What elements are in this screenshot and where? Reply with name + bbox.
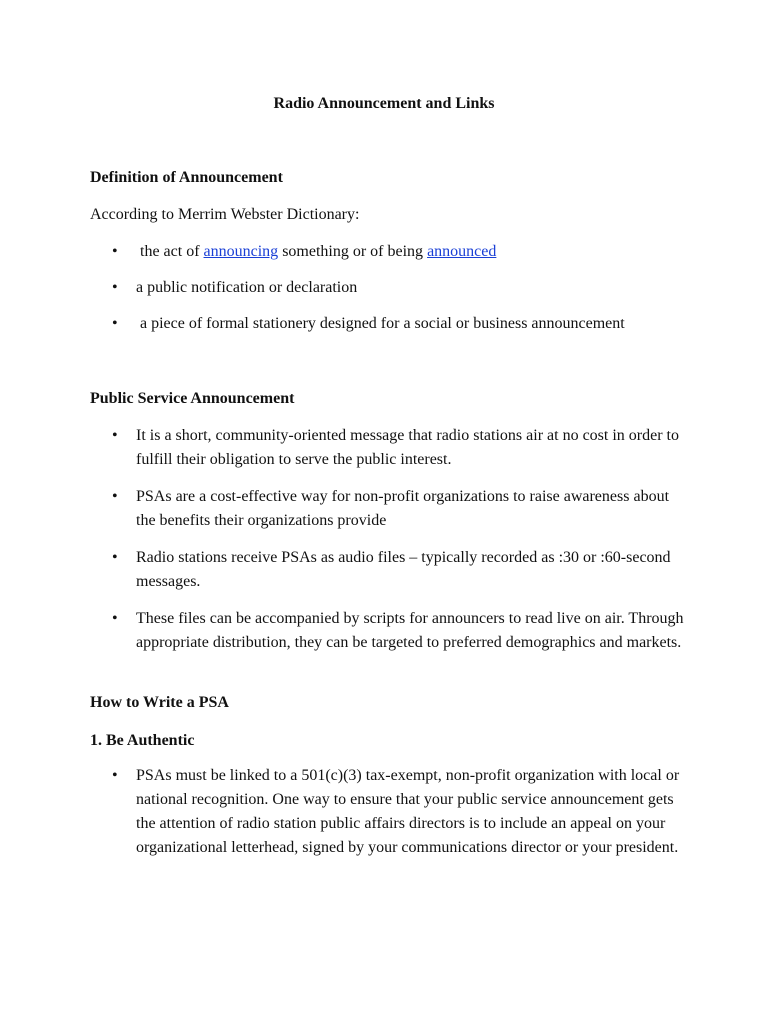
definition-intro: According to Merrim Webster Dictionary: [90, 206, 360, 223]
bullet-marker: • [112, 279, 118, 296]
definition-text-middle: something or of being [278, 243, 428, 260]
announced-link[interactable]: announced [427, 243, 497, 260]
definition-heading: Definition of Announcement [90, 169, 283, 186]
document-title: Radio Announcement and Links [273, 95, 495, 112]
list-item [90, 546, 690, 594]
bullet-marker: • [112, 427, 118, 444]
list-item [90, 607, 690, 655]
psa-text: It is a short, community-oriented message that radio stations air at no cost in order to fulfill their obligation to serve the public interest. [136, 427, 679, 468]
bullet-marker: • [112, 610, 118, 627]
bullet-marker: • [112, 243, 118, 260]
how-to-heading: How to Write a PSA [90, 694, 229, 711]
psa-list [90, 424, 690, 655]
list-item [90, 485, 690, 533]
definition-text: a piece of formal stationery designed for a social or business announcement [140, 315, 625, 332]
bullet-marker: • [112, 767, 118, 784]
announcing-link[interactable]: announcing [203, 243, 279, 260]
psa-text: These files can be accompanied by scripts for announcers to read live on air. Through appropriate distribution, they can be targeted to preferred demographics and markets. [136, 610, 684, 651]
bullet-marker: • [112, 549, 118, 566]
definition-text: a public notification or declaration [136, 279, 358, 296]
step1-text: PSAs must be linked to a 501(c)(3) tax-exempt, non-profit organization with local or national recognition. One way to ensure that your public service announcement gets the attention of radio station public affairs directors is to include an appeal on your organizational letterhead, signed by your communications director or your president. [136, 767, 680, 856]
list-item [90, 424, 690, 472]
definition-list [90, 240, 690, 336]
step1-heading: 1. Be Authentic [90, 732, 195, 749]
list-item [90, 240, 690, 264]
list-item [90, 276, 690, 300]
list-item [90, 312, 690, 336]
psa-text: PSAs are a cost-effective way for non-profit organizations to raise awareness about the benefits their organizations provide [136, 488, 670, 529]
step1-list [90, 764, 690, 860]
definition-text-start: the act of [140, 243, 204, 260]
psa-heading: Public Service Announcement [90, 390, 295, 407]
bullet-marker: • [112, 315, 118, 332]
bullet-marker: • [112, 488, 118, 505]
psa-text: Radio stations receive PSAs as audio files – typically recorded as :30 or :60-second messages. [136, 549, 671, 590]
list-item [90, 764, 690, 860]
